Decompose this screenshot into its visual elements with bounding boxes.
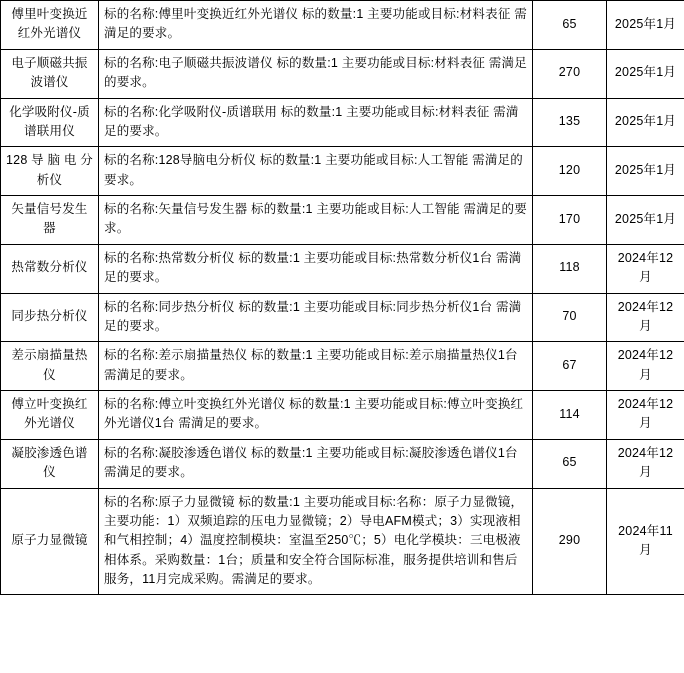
cell-item-detail: 标的名称:傅里叶变换近红外光谱仪 标的数量:1 主要功能或目标:材料表征 需満足的要求。 xyxy=(99,1,533,50)
cell-item-date: 2024年12月 xyxy=(607,244,684,293)
table-row xyxy=(1,196,684,245)
cell-item-detail: 标的名称:化学吸附仪-质谱联用 标的数量:1 主要功能或目标:材料表征 需満足的要求。 xyxy=(99,98,533,147)
cell-item-name: 凝胶渗透色谱仪 xyxy=(1,439,99,488)
cell-item-date: 2025年1月 xyxy=(607,1,684,50)
cell-item-name: 傅立叶变换红外光谱仪 xyxy=(1,391,99,440)
table-body xyxy=(1,1,684,595)
cell-item-date: 2024年12月 xyxy=(607,293,684,342)
table-row xyxy=(1,439,684,488)
cell-item-name: 同步热分析仪 xyxy=(1,293,99,342)
cell-item-name: 差示扇描量热仪 xyxy=(1,342,99,391)
cell-item-detail: 标的名称:128导脑电分析仪 标的数量:1 主要功能或目标:人工智能 需満足的要求。 xyxy=(99,147,533,196)
cell-item-name: 电子顺磁共振波谱仪 xyxy=(1,49,99,98)
table-row xyxy=(1,1,684,50)
cell-item-name: 热常数分析仪 xyxy=(1,244,99,293)
cell-item-date: 2025年1月 xyxy=(607,98,684,147)
cell-item-date: 2024年12月 xyxy=(607,342,684,391)
cell-item-date: 2024年11月 xyxy=(607,488,684,595)
cell-item-detail: 标的名称:原子力显微镜 标的数量:1 主要功能或目标:名称：原子力显微镜，主要功能：1）双频追踪的压电力显微镜；2）导电AFM模式；3）实现液相和气相控制；4）温度控制模块：室温至250℃；5）电化学模块：三电极液相体系。采购数量：1台；质量和安全符合国际标准，服务提供培训和售后服务，11月完成采购。需満足的要求。 xyxy=(99,488,533,595)
table-row xyxy=(1,49,684,98)
cell-item-quantity: 65 xyxy=(533,439,607,488)
cell-item-detail: 标的名称:同步热分析仪 标的数量:1 主要功能或目标:同步热分析仪1台 需満足的要求。 xyxy=(99,293,533,342)
cell-item-quantity: 170 xyxy=(533,196,607,245)
table-row xyxy=(1,98,684,147)
cell-item-detail: 标的名称:凝胶渗透色谱仪 标的数量:1 主要功能或目标:凝胶渗透色谱仪1台 需満足的要求。 xyxy=(99,439,533,488)
cell-item-date: 2024年12月 xyxy=(607,439,684,488)
table-row xyxy=(1,147,684,196)
cell-item-quantity: 120 xyxy=(533,147,607,196)
cell-item-quantity: 70 xyxy=(533,293,607,342)
cell-item-quantity: 114 xyxy=(533,391,607,440)
cell-item-quantity: 67 xyxy=(533,342,607,391)
table-row xyxy=(1,293,684,342)
table-row xyxy=(1,244,684,293)
cell-item-name: 128 导 脑 电 分析仪 xyxy=(1,147,99,196)
cell-item-quantity: 135 xyxy=(533,98,607,147)
cell-item-detail: 标的名称:傅立叶变换红外光谱仪 标的数量:1 主要功能或目标:傅立叶变换红外光谱仪1台 需満足的要求。 xyxy=(99,391,533,440)
cell-item-detail: 标的名称:差示扇描量热仪 标的数量:1 主要功能或目标:差示扇描量热仪1台 需満足的要求。 xyxy=(99,342,533,391)
cell-item-name: 化学吸附仪-质谱联用仪 xyxy=(1,98,99,147)
cell-item-date: 2024年12月 xyxy=(607,391,684,440)
cell-item-detail: 标的名称:电子顺磁共振波谱仪 标的数量:1 主要功能或目标:材料表征 需満足的要求。 xyxy=(99,49,533,98)
cell-item-quantity: 270 xyxy=(533,49,607,98)
table-row xyxy=(1,342,684,391)
cell-item-date: 2025年1月 xyxy=(607,147,684,196)
cell-item-detail: 标的名称:热常数分析仪 标的数量:1 主要功能或目标:热常数分析仪1台 需満足的要求。 xyxy=(99,244,533,293)
cell-item-name: 矢量信号发生器 xyxy=(1,196,99,245)
cell-item-quantity: 290 xyxy=(533,488,607,595)
cell-item-date: 2025年1月 xyxy=(607,49,684,98)
table-row xyxy=(1,391,684,440)
cell-item-name: 原子力显微镜 xyxy=(1,488,99,595)
cell-item-date: 2025年1月 xyxy=(607,196,684,245)
cell-item-detail: 标的名称:矢量信号发生器 标的数量:1 主要功能或目标:人工智能 需満足的要求。 xyxy=(99,196,533,245)
cell-item-quantity: 118 xyxy=(533,244,607,293)
cell-item-quantity: 65 xyxy=(533,1,607,50)
table-row xyxy=(1,488,684,595)
cell-item-name: 傅里叶变换近红外光谱仪 xyxy=(1,1,99,50)
